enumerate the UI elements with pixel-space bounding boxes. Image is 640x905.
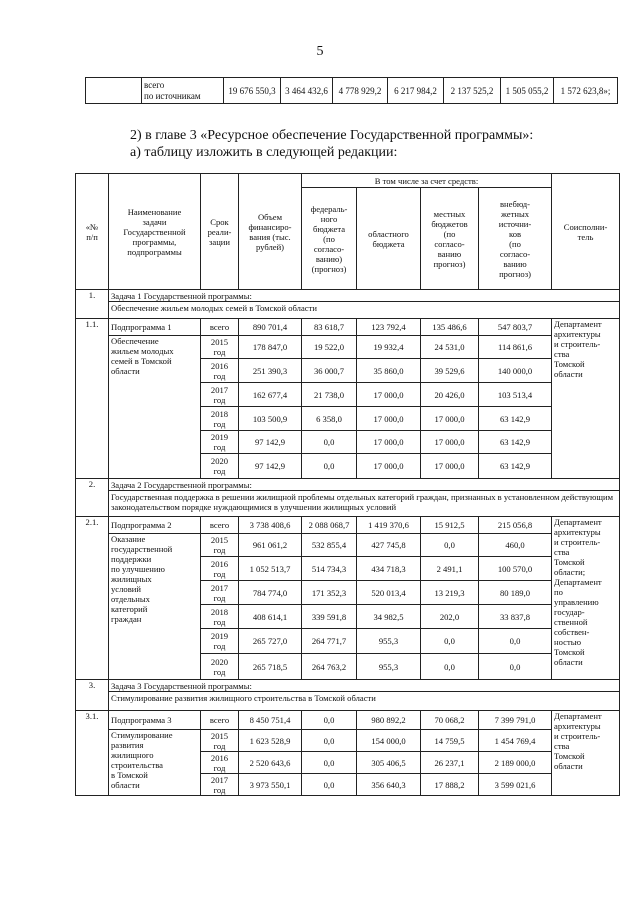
year-value: 17 000,0 (357, 454, 421, 479)
year-value: 140 000,0 (479, 359, 552, 383)
year-label: 2015 год (201, 730, 239, 752)
task-number: 2. (76, 479, 109, 517)
header-federal: федераль- ного бюджета (по согласо- ванию) (прогноз) (302, 188, 357, 290)
year-value: 305 406,5 (357, 752, 421, 774)
year-value: 0,0 (421, 534, 479, 557)
year-value: 1 623 528,9 (239, 730, 302, 752)
year-value: 26 237,1 (421, 752, 479, 774)
year-value: 39 529,6 (421, 359, 479, 383)
year-row (76, 336, 620, 359)
subprogram-name: Подпрограмма 1 (109, 319, 201, 336)
year-value: 0,0 (302, 431, 357, 454)
total-value: 70 068,2 (421, 711, 479, 730)
subprogram-number: 2.1. (76, 517, 109, 680)
year-value: 1 454 769,4 (479, 730, 552, 752)
header-executor: Соисполни- тель (552, 174, 620, 290)
summary-table (85, 77, 618, 104)
year-value: 1 052 513,7 (239, 557, 302, 581)
year-value: 0,0 (421, 654, 479, 680)
year-value: 63 142,9 (479, 431, 552, 454)
year-value: 3 973 550,1 (239, 774, 302, 796)
executor: Департамент архитектуры и строитель- ства Томской области; Департамент по управлению государ- ственной собствен- ностью Томской области (552, 517, 620, 680)
total-label: всего (201, 319, 239, 336)
year-value: 0,0 (302, 730, 357, 752)
year-value: 17 000,0 (357, 383, 421, 407)
task-row (76, 290, 620, 302)
total-value: 1 419 370,6 (357, 517, 421, 534)
year-value: 17 000,0 (357, 431, 421, 454)
total-value: 15 912,5 (421, 517, 479, 534)
year-value: 532 855,4 (302, 534, 357, 557)
year-value: 0,0 (479, 629, 552, 654)
year-value: 0,0 (302, 774, 357, 796)
year-value: 154 000,0 (357, 730, 421, 752)
header-including: В том числе за счет средств: (302, 174, 552, 188)
task-desc-row (76, 491, 620, 517)
total-value: 215 056,8 (479, 517, 552, 534)
year-value: 17 000,0 (357, 407, 421, 431)
year-value: 63 142,9 (479, 407, 552, 431)
header-local: местных бюджетов (по согласо- ванию прогноз) (421, 188, 479, 290)
year-value: 520 013,4 (357, 581, 421, 605)
total-value: 890 701,4 (239, 319, 302, 336)
year-value: 17 000,0 (421, 454, 479, 479)
header-num: «№ п/п (76, 174, 109, 290)
year-label: 2017 год (201, 383, 239, 407)
year-value: 100 570,0 (479, 557, 552, 581)
year-value: 265 718,5 (239, 654, 302, 680)
year-value: 434 718,3 (357, 557, 421, 581)
year-value: 251 390,3 (239, 359, 302, 383)
task-desc-row (76, 302, 620, 319)
year-value: 427 745,8 (357, 534, 421, 557)
year-value: 460,0 (479, 534, 552, 557)
executor: Департамент архитектуры и строитель- ства Томской области (552, 711, 620, 796)
year-value: 19 932,4 (357, 336, 421, 359)
task-description: Обеспечение жильем молодых семей в Томской области (109, 302, 620, 319)
subprogram-number: 3.1. (76, 711, 109, 796)
year-label: 2018 год (201, 605, 239, 629)
subprogram-row (76, 517, 620, 534)
year-value: 339 591,8 (302, 605, 357, 629)
summary-value: 19 676 550,3 (224, 78, 281, 104)
subprogram-row (76, 319, 620, 336)
year-value: 961 061,2 (239, 534, 302, 557)
year-label: 2016 год (201, 359, 239, 383)
page-number: 5 (316, 44, 324, 59)
subprogram-description: Стимулирование развития жилищного строительства в Томской области (109, 730, 201, 796)
year-row (76, 534, 620, 557)
subprogram-description: Обеспечение жильем молодых семей в Томской области (109, 336, 201, 479)
task-row (76, 479, 620, 491)
year-value: 14 759,5 (421, 730, 479, 752)
task-title: Задача 1 Государственной программы: (109, 290, 620, 302)
year-value: 6 358,0 (302, 407, 357, 431)
summary-value: 2 137 525,2 (444, 78, 501, 104)
year-value: 21 738,0 (302, 383, 357, 407)
summary-value: 6 217 984,2 (388, 78, 444, 104)
year-value: 955,3 (357, 654, 421, 680)
total-value: 547 803,7 (479, 319, 552, 336)
year-value: 33 837,8 (479, 605, 552, 629)
task-description: Государственная поддержка в решении жилищной проблемы отдельных категорий граждан, признанных в установленном действующим законодательством порядке нуждающимися в улучшении жилищных условий (109, 491, 620, 517)
total-label: всего (201, 517, 239, 534)
year-value: 264 771,7 (302, 629, 357, 654)
year-value: 202,0 (421, 605, 479, 629)
year-value: 955,3 (357, 629, 421, 654)
year-label: 2017 год (201, 581, 239, 605)
year-label: 2019 год (201, 431, 239, 454)
total-value: 0,0 (302, 711, 357, 730)
year-value: 63 142,9 (479, 454, 552, 479)
year-value: 2 491,1 (421, 557, 479, 581)
summary-empty-cell (86, 78, 142, 104)
total-label: всего (201, 711, 239, 730)
header-row (76, 174, 620, 188)
year-value: 2 189 000,0 (479, 752, 552, 774)
year-value: 13 219,3 (421, 581, 479, 605)
year-value: 17 000,0 (421, 407, 479, 431)
year-label: 2017 год (201, 774, 239, 796)
section-subheading: а) таблицу изложить в следующей редакции: (130, 145, 398, 160)
task-number: 1. (76, 290, 109, 319)
year-value: 0,0 (302, 752, 357, 774)
subprogram-description: Оказание государственной поддержки по улучшению жилищных условий отдельных категорий граждан (109, 534, 201, 680)
year-value: 265 727,0 (239, 629, 302, 654)
summary-label: всего по источникам (142, 78, 224, 104)
year-value: 514 734,3 (302, 557, 357, 581)
task-row (76, 680, 620, 692)
year-value: 97 142,9 (239, 454, 302, 479)
year-value: 17 000,0 (421, 431, 479, 454)
year-label: 2020 год (201, 454, 239, 479)
header-name: Наименование задачи Государственной программы, подпрограммы (109, 174, 201, 290)
year-value: 162 677,4 (239, 383, 302, 407)
year-value: 356 640,3 (357, 774, 421, 796)
total-value: 7 399 791,0 (479, 711, 552, 730)
subprogram-name: Подпрограмма 2 (109, 517, 201, 534)
year-value: 178 847,0 (239, 336, 302, 359)
task-description: Стимулирование развития жилищного строительства в Томской области (109, 692, 620, 711)
year-value: 24 531,0 (421, 336, 479, 359)
subprogram-number: 1.1. (76, 319, 109, 479)
year-value: 20 426,0 (421, 383, 479, 407)
year-value: 114 861,6 (479, 336, 552, 359)
subprogram-name: Подпрограмма 3 (109, 711, 201, 730)
task-desc-row (76, 692, 620, 711)
total-value: 135 486,6 (421, 319, 479, 336)
section-heading: 2) в главе 3 «Ресурсное обеспечение Государственной программы»: (130, 128, 534, 143)
summary-value: 1 572 623,8»; (554, 78, 618, 104)
year-value: 264 763,2 (302, 654, 357, 680)
year-label: 2015 год (201, 336, 239, 359)
year-label: 2016 год (201, 557, 239, 581)
year-value: 0,0 (302, 454, 357, 479)
year-label: 2015 год (201, 534, 239, 557)
year-label: 2018 год (201, 407, 239, 431)
year-value: 17 888,2 (421, 774, 479, 796)
summary-value: 1 505 055,2 (501, 78, 554, 104)
summary-value: 3 464 432,6 (281, 78, 333, 104)
subprogram-row (76, 711, 620, 730)
total-value: 8 450 751,4 (239, 711, 302, 730)
year-row (76, 730, 620, 752)
total-value: 2 088 068,7 (302, 517, 357, 534)
task-number: 3. (76, 680, 109, 711)
summary-row (86, 78, 618, 104)
year-value: 19 522,0 (302, 336, 357, 359)
year-value: 103 513,4 (479, 383, 552, 407)
total-value: 3 738 408,6 (239, 517, 302, 534)
year-label: 2020 год (201, 654, 239, 680)
year-value: 36 000,7 (302, 359, 357, 383)
year-value: 97 142,9 (239, 431, 302, 454)
year-label: 2019 год (201, 629, 239, 654)
year-value: 80 189,0 (479, 581, 552, 605)
year-value: 784 774,0 (239, 581, 302, 605)
header-volume: Объем финансиро- вания (тыс. рублей) (239, 174, 302, 290)
total-value: 123 792,4 (357, 319, 421, 336)
header-regional: областного бюджета (357, 188, 421, 290)
executor: Департамент архитектуры и строитель- ства Томской области (552, 319, 620, 479)
summary-value: 4 778 929,2 (333, 78, 388, 104)
year-label: 2016 год (201, 752, 239, 774)
year-value: 103 500,9 (239, 407, 302, 431)
year-value: 171 352,3 (302, 581, 357, 605)
resource-table (75, 173, 620, 796)
task-title: Задача 2 Государственной программы: (109, 479, 620, 491)
year-value: 3 599 021,6 (479, 774, 552, 796)
task-title: Задача 3 Государственной программы: (109, 680, 620, 692)
total-value: 980 892,2 (357, 711, 421, 730)
year-value: 34 982,5 (357, 605, 421, 629)
header-term: Срок реали- зации (201, 174, 239, 290)
year-value: 2 520 643,6 (239, 752, 302, 774)
year-value: 408 614,1 (239, 605, 302, 629)
year-value: 35 860,0 (357, 359, 421, 383)
year-value: 0,0 (421, 629, 479, 654)
year-value: 0,0 (479, 654, 552, 680)
total-value: 83 618,7 (302, 319, 357, 336)
header-extra: внебюд- жетных источни- ков (по согласо- ванию прогноз) (479, 188, 552, 290)
